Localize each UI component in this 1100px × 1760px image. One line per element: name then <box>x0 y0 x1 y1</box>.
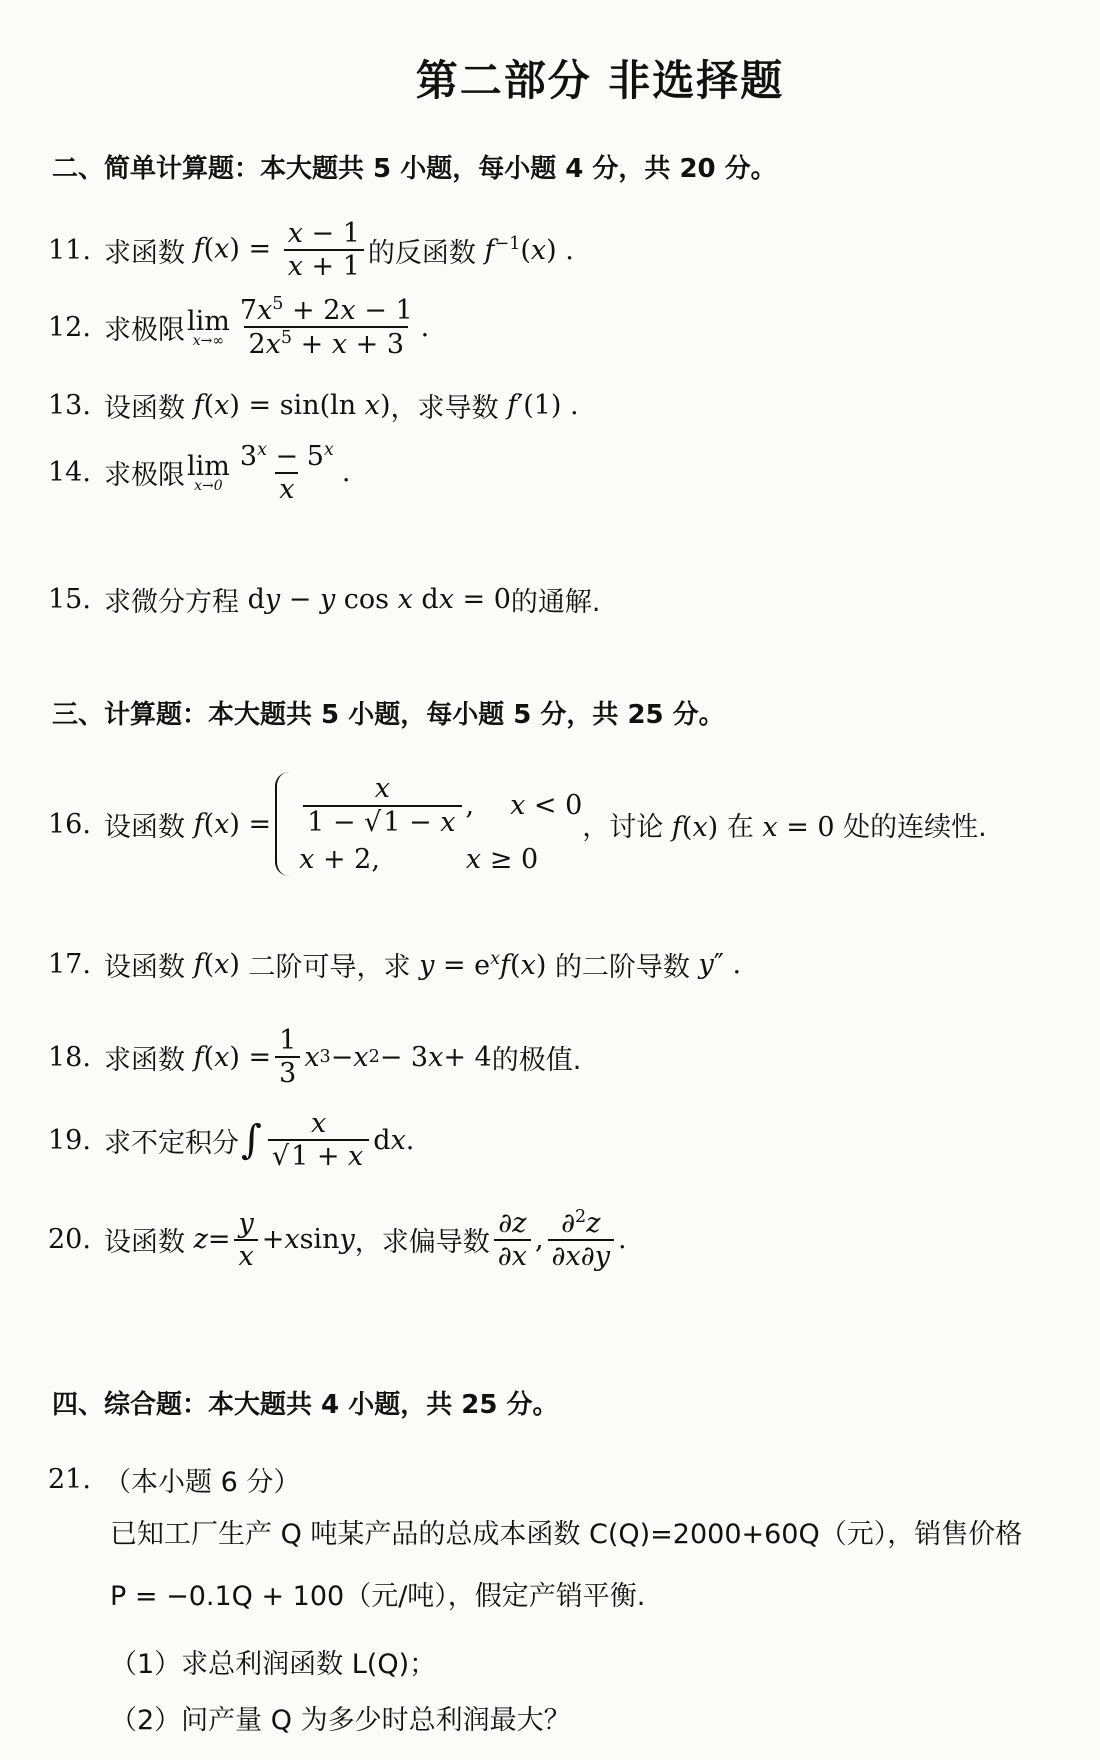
formula: lim x→0 $\frac{3^x - 5^x}{x}$ . <box>187 440 351 506</box>
question-text: 设函数 <box>104 393 185 424</box>
question-18 <box>48 1025 581 1089</box>
question-number: 11. <box>48 234 91 266</box>
formula: ∫ $\frac{x}{√1 + x}$ d x . <box>241 1108 415 1173</box>
question-header: （本小题 6 分） <box>104 1467 301 1498</box>
question-number: 19. <box>48 1124 91 1156</box>
formula: y″ . <box>698 949 742 980</box>
formula: f ( x ) = $\frac{1}{3}$ x 3 − x 2 − 3 x + 4 <box>193 1025 492 1090</box>
question-11 <box>48 218 574 282</box>
question-text: ，讨论 <box>582 811 664 843</box>
question-number: 20. <box>48 1224 91 1256</box>
formula: $f^{-1}(x)$ . <box>484 234 574 267</box>
formula: $y = e^xf(x)$ <box>419 948 555 981</box>
question-text: 处的连续性. <box>843 811 987 843</box>
formula: dy − y cos x dx = 0 <box>239 584 511 615</box>
question-text: 求不定积分 <box>104 1127 239 1159</box>
question-text: 求函数 <box>104 237 185 269</box>
question-number: 14. <box>48 457 91 489</box>
question-text: 设函数 <box>104 811 185 843</box>
question-number: 18. <box>48 1041 91 1073</box>
section-3-heading: 三、计算题：本大题共 5 小题，每小题 5 分，共 25 分。 <box>52 700 725 730</box>
question-text: 求微分方程 <box>104 587 239 618</box>
question-21-line-2: P = −0.1Q + 100（元/吨），假定产销平衡. <box>110 1581 646 1612</box>
question-number: 15. <box>48 584 91 615</box>
question-19 <box>48 1108 414 1172</box>
formula: f(x) = $\frac{x - 1}{x + 1}$ <box>185 218 368 282</box>
question-number: 16. <box>48 808 91 840</box>
formula: f(x) = sin(ln x) <box>193 390 391 421</box>
question-21-part-2: （2）问产量 Q 为多少时总利润最大？ <box>110 1705 571 1736</box>
question-21 <box>48 1460 300 1499</box>
section-2-heading: 二、简单计算题：本大题共 5 小题，每小题 4 分，共 20 分。 <box>52 154 777 184</box>
question-text: 求极限 <box>104 314 185 346</box>
question-text: ，求导数 <box>390 393 499 424</box>
page-title: 第二部分 非选择题 <box>415 56 785 105</box>
question-text: 设函数 <box>104 952 185 983</box>
question-text: 求函数 <box>104 1044 185 1076</box>
formula: f(x) <box>193 949 249 980</box>
question-number: 12. <box>48 311 91 343</box>
formula: lim x→∞ $\frac{7x^5 + 2x - 1}{2x^5 + x + 3}$ . <box>187 294 430 361</box>
formula: f′(1) . <box>507 390 579 421</box>
formula: z = $\frac{y}{x}$ + x sin y <box>193 1207 355 1272</box>
question-number: 21. <box>48 1464 91 1495</box>
question-text: 的反函数 <box>367 237 476 269</box>
formula: $\frac{\partial z}{\partial x}$ , $\frac{\partial^2z}{\partial x\partial y}$ . <box>490 1207 627 1272</box>
question-number: 13. <box>48 390 91 421</box>
question-text: 的二阶导数 <box>554 952 690 983</box>
question-20 <box>48 1207 627 1272</box>
question-text: 设函数 <box>104 1227 185 1259</box>
question-12 <box>48 294 429 360</box>
formula: f(x) 在 x = 0 <box>671 811 844 843</box>
question-text: ，求偏导数 <box>354 1227 490 1259</box>
question-text: 的极值. <box>491 1044 582 1076</box>
question-15 <box>48 580 601 619</box>
question-16 <box>48 772 987 876</box>
question-21-line-1: 已知工厂生产 Q 吨某产品的总成本函数 C(Q)=2000+60Q（元），销售价格 <box>110 1519 1023 1550</box>
question-21-part-1: （1）求总利润函数 L(Q)； <box>110 1649 437 1680</box>
section-4-heading: 四、综合题：本大题共 4 小题，共 25 分。 <box>52 1390 559 1420</box>
question-text: 求极限 <box>104 460 185 492</box>
question-number: 17. <box>48 949 91 980</box>
question-text: 的通解. <box>510 587 601 618</box>
question-14 <box>48 440 350 505</box>
question-text: 二阶可导，求 <box>248 952 411 983</box>
question-13 <box>48 386 579 425</box>
formula: f ( x ) = $\frac{x}{1 - √1 - x}$ , x < 0 x + 2, x ≥ 0 <box>193 773 583 875</box>
question-17 <box>48 945 741 984</box>
